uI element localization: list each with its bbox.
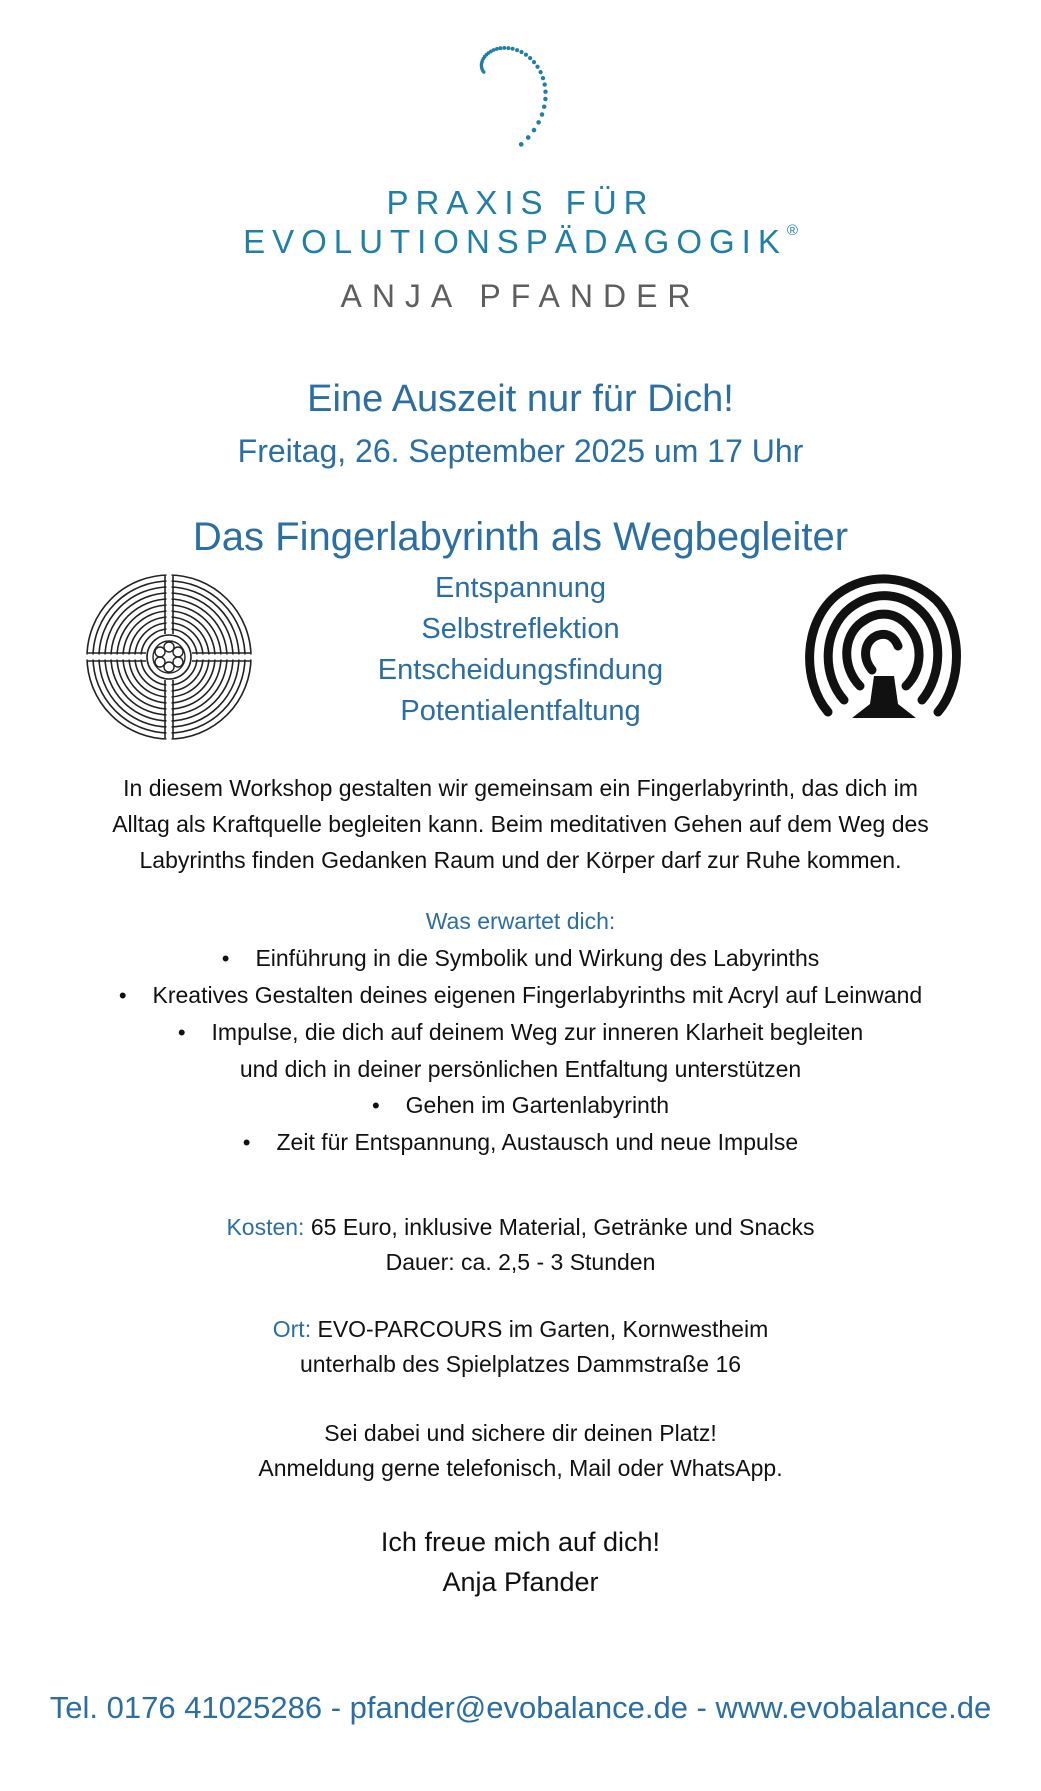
keyword: Entscheidungsfindung [377, 654, 664, 686]
list-item-text: Kreatives Gestalten deines eigenen Fingerlabyrinths mit Acryl auf Leinwand [152, 982, 923, 1008]
list-item [0, 1014, 1041, 1087]
keyword: Potentialentfaltung [400, 695, 641, 727]
list-item-text: Zeit für Entspannung, Austausch und neue Impulse [276, 1129, 799, 1155]
costs-line [0, 1210, 1041, 1245]
spiral-dot [532, 128, 537, 133]
list-item-text: Gehen im Gartenlabyrinth [405, 1092, 670, 1118]
location-value: EVO-PARCOURS im Garten, Kornwestheim [311, 1316, 769, 1342]
list-item [0, 1087, 1041, 1124]
dotted-spiral-icon [438, 36, 618, 148]
list-item-text: Impulse, die dich auf deinem Weg zur inneren Klarheit begleiten [211, 1019, 864, 1045]
spiral-dot [535, 65, 539, 69]
bullet-icon: • [221, 946, 230, 971]
list-item [0, 977, 1041, 1014]
spiral-dot [536, 120, 541, 125]
signup-block [0, 1416, 1041, 1486]
location-block [0, 1312, 1041, 1382]
greeting-block [0, 1522, 1041, 1602]
contact-footer: Tel. 0176 41025286 - pfander@evobalance.de - www.evobalance.de [49, 1690, 992, 1725]
intro-line: In diesem Workshop gestalten wir gemeinsam ein Fingerlabyrinth, das dich im [123, 775, 918, 801]
spiral-dot [526, 135, 531, 140]
spiral-dot [506, 46, 510, 50]
chartres-labyrinth-icon [84, 572, 254, 742]
spiral-dot [540, 112, 545, 117]
spiral-dot [515, 48, 519, 52]
duration-line: Dauer: ca. 2,5 - 3 Stunden [385, 1249, 656, 1275]
spiral-dot [511, 47, 515, 51]
signup-line: Anmeldung gerne telefonisch, Mail oder WhatsApp. [258, 1455, 783, 1481]
bullet-icon: • [177, 1020, 186, 1045]
logo-line-evolution-text: EVOLUTIONSPÄDAGOGIK [243, 223, 787, 260]
location-line [0, 1312, 1041, 1347]
spiral-dot [542, 104, 546, 108]
spiral-dot [519, 142, 524, 147]
event-date: Freitag, 26. September 2025 um 17 Uhr [237, 433, 804, 469]
headline: Eine Auszeit nur für Dich! [307, 378, 734, 420]
intro-text [40, 770, 1001, 878]
logo-line-name: ANJA PFANDER [340, 278, 701, 314]
intro-line: Alltag als Kraftquelle begleiten kann. Beim meditativen Gehen auf dem Weg des [112, 811, 929, 837]
spiral-dot [543, 82, 547, 86]
spiral-dot [532, 60, 536, 64]
spiral-dot [495, 47, 499, 51]
spiral-dot [541, 76, 545, 80]
spiral-dot [502, 46, 506, 50]
tree-labyrinth-icon [798, 572, 966, 728]
expect-list [0, 940, 1041, 1161]
bullet-icon: • [118, 983, 127, 1008]
signup-line: Sei dabei und sichere dir deinen Platz! [324, 1420, 717, 1446]
location-label: Ort: [272, 1316, 312, 1342]
expect-label: Was erwartet dich: [425, 908, 616, 934]
bullet-icon: • [371, 1093, 380, 1118]
spiral-dot [543, 90, 547, 94]
spiral-dot [519, 50, 523, 54]
greeting-line: Ich freue mich auf dich! [380, 1527, 661, 1557]
list-item [0, 940, 1041, 977]
signature-name: Anja Pfander [442, 1567, 599, 1597]
workshop-title: Das Fingerlabyrinth als Wegbegleiter [192, 515, 849, 559]
keyword: Selbstreflektion [421, 613, 620, 645]
list-item [0, 1124, 1041, 1161]
bullet-icon: • [242, 1130, 251, 1155]
intro-line: Labyrinths finden Gedanken Raum und der Körper darf zur Ruhe kommen. [139, 847, 902, 873]
keyword: Entspannung [435, 572, 606, 604]
costs-value: 65 Euro, inklusive Material, Getränke und Snacks [304, 1214, 815, 1240]
registered-mark: ® [786, 222, 798, 239]
logo-line-evolution [0, 222, 1041, 261]
spiral-dot [524, 53, 528, 57]
spiral-dot [543, 97, 547, 101]
spiral-dot [498, 46, 502, 50]
list-item-continuation: und dich in deiner persönlichen Entfaltung unterstützen [239, 1056, 802, 1082]
spiral-dot [528, 56, 532, 60]
logo-line-praxis: PRAXIS FÜR [386, 184, 655, 221]
costs-block [0, 1210, 1041, 1280]
list-item-text: Einführung in die Symbolik und Wirkung des Labyrinths [255, 945, 820, 971]
spiral-dot [538, 70, 542, 74]
costs-label: Kosten: [226, 1214, 305, 1240]
location-line-2: unterhalb des Spielplatzes Dammstraße 16 [299, 1351, 742, 1377]
